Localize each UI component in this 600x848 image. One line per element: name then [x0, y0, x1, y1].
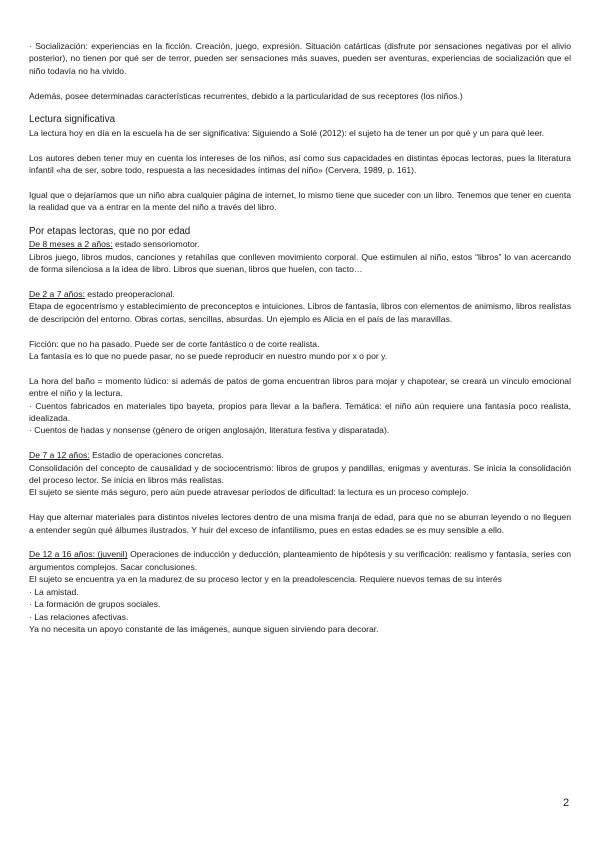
stage-2-label: De 2 a 7 años: [29, 289, 85, 300]
stage-4-label: De 12 a 16 años: (juvenil) [29, 549, 128, 560]
stage-4-description: Operaciones de inducción y deducción, planteamiento de hipótesis y su verificación: realismo y fantasía, series con argumentos complejos. Sacar conclusiones. [29, 549, 572, 572]
list-item-relaciones-afectivas: · Las relaciones afectivas. [29, 611, 129, 622]
heading-lectura-significativa: Lectura significativa [29, 114, 116, 126]
list-item-cuentos-bayeta: · Cuentos fabricados en materiales tipo bayeta, propios para llevar a la bañera. Temática: el niño aún requiere una fantasía poco realista, idealizada. [29, 400, 571, 424]
paragraph-socializacion: · Socialización: experiencias en la ficción. Creación, juego, expresión. Situación catárticas (disfrute por sensaciones negativas por el alivio posterior), no tienen por qué ser de terror, pueden ser sensaciones más suaves, pueden ser aventuras, experiencias de socialización que el niño todavía no ha vivido. [29, 41, 571, 76]
paragraph-sujeto-seguro: El sujeto se siente más seguro, pero aún puede atravesar períodos de dificultad: la lectura es un proceso complejo. [29, 487, 469, 498]
stage-2-title [29, 288, 571, 300]
stage-3-title [29, 449, 571, 461]
paragraph-causalidad: Consolidación del concepto de causalidad y de sociocentrismo: libros de grupos y pandillas, enigmas y aventuras. Se inicia la consolidación del proceso lector. Se inicia en libros más realistas. [29, 462, 571, 486]
paragraph-internet: Igual que o dejaríamos que un niño abra cualquier página de internet, lo mismo tiene que suceder con un libro. Tenemos que tener en cuenta la realidad que va a entrar en la mente del niño a través del libro. [29, 189, 571, 213]
paragraph-madurez: El sujeto se encuentra ya en la madurez de su proceso lector y en la preadolescencia. Requiere nuevos temas de su interés [29, 574, 502, 585]
list-item-cuentos-hadas: · Cuentos de hadas y nonsense (género de origen anglosajón, literatura festiva y disparatada). [29, 425, 390, 436]
document-page [29, 40, 571, 635]
stage-1-description: estado sensoriomotor. [112, 239, 200, 250]
stage-3-label: De 7 a 12 años: [29, 450, 90, 461]
stage-3-description: Estadio de operaciones concretas. [89, 450, 224, 461]
paragraph-alternar-materiales: Hay que alternar materiales para distintos niveles lectores dentro de una misma franja de edad, para que no se aburran leyendo o no lleguen a entender según qué álbumes ilustrados. Y huir del exceso de infantilismo, pues en estas edades se es muy sensible a ello. [29, 512, 571, 535]
paragraph-libros-juego: Libros juego, libros mudos, canciones y retahílas que conlleven movimiento corporal. Que estimulen al niño, estos “libros” lo van acercando de forma silenciosa a la idea de libro. Libros que suenan, libros que huelen, con tacto… [29, 251, 571, 275]
paragraph-egocentrismo: Etapa de egocentrismo y establecimiento de preconceptos e intuiciones. Libros de fantasía, libros con elementos de animismo, libros realistas de descripción del entorno. Obras cortas, sencillas, absurdas. Un ejemplo es Alicia en el país de las maravillas. [29, 301, 571, 324]
paragraph-ficcion: Ficción: que no ha pasado. Puede ser de corte fantástico o de corte realista. [29, 338, 320, 349]
heading-etapas-lectoras: Por etapas lectoras, que no por edad [29, 226, 191, 238]
paragraph-lectura-escuela: La lectura hoy en día en la escuela ha de ser significativa: Siguiendo a Solé (2012): el sujeto ha de tener un por qué y un para qué leer. [29, 127, 545, 138]
paragraph-caracteristicas: Además, posee determinadas características recurrentes, debido a la particularidad de sus receptores (los niños.) [29, 90, 463, 101]
page-number: 2 [563, 797, 570, 809]
list-item-amistad: · La amistad. [29, 586, 79, 597]
stage-1-label: De 8 meses a 2 años: [29, 239, 113, 250]
paragraph-autores: Los autores deben tener muy en cuenta los intereses de los niños, así como sus capacidades en distintas épocas lectoras, pues la literatura infantil «ha de ser, sobre todo, respuesta a las necesidades íntimas del niño» (Cervera, 1989, p. 161). [29, 152, 571, 176]
stage-4-title [29, 548, 571, 573]
stage-1-title [29, 238, 571, 250]
list-item-grupos-sociales: · La formación de grupos sociales. [29, 599, 161, 610]
stage-2-description: estado preoperacional. [84, 289, 175, 300]
paragraph-hora-bano: La hora del baño = momento lúdico: si además de patos de goma encuentran libros para mojar y chapotear, se creará un vínculo emocional entre el niño y la lectura. [29, 375, 571, 399]
paragraph-fantasia: La fantasía es lo que no puede pasar, no se puede reproducir en nuestro mundo por x o por y. [29, 351, 388, 362]
paragraph-imagenes: Ya no necesita un apoyo constante de las imágenes, aunque siguen sirviendo para decorar. [29, 623, 379, 634]
